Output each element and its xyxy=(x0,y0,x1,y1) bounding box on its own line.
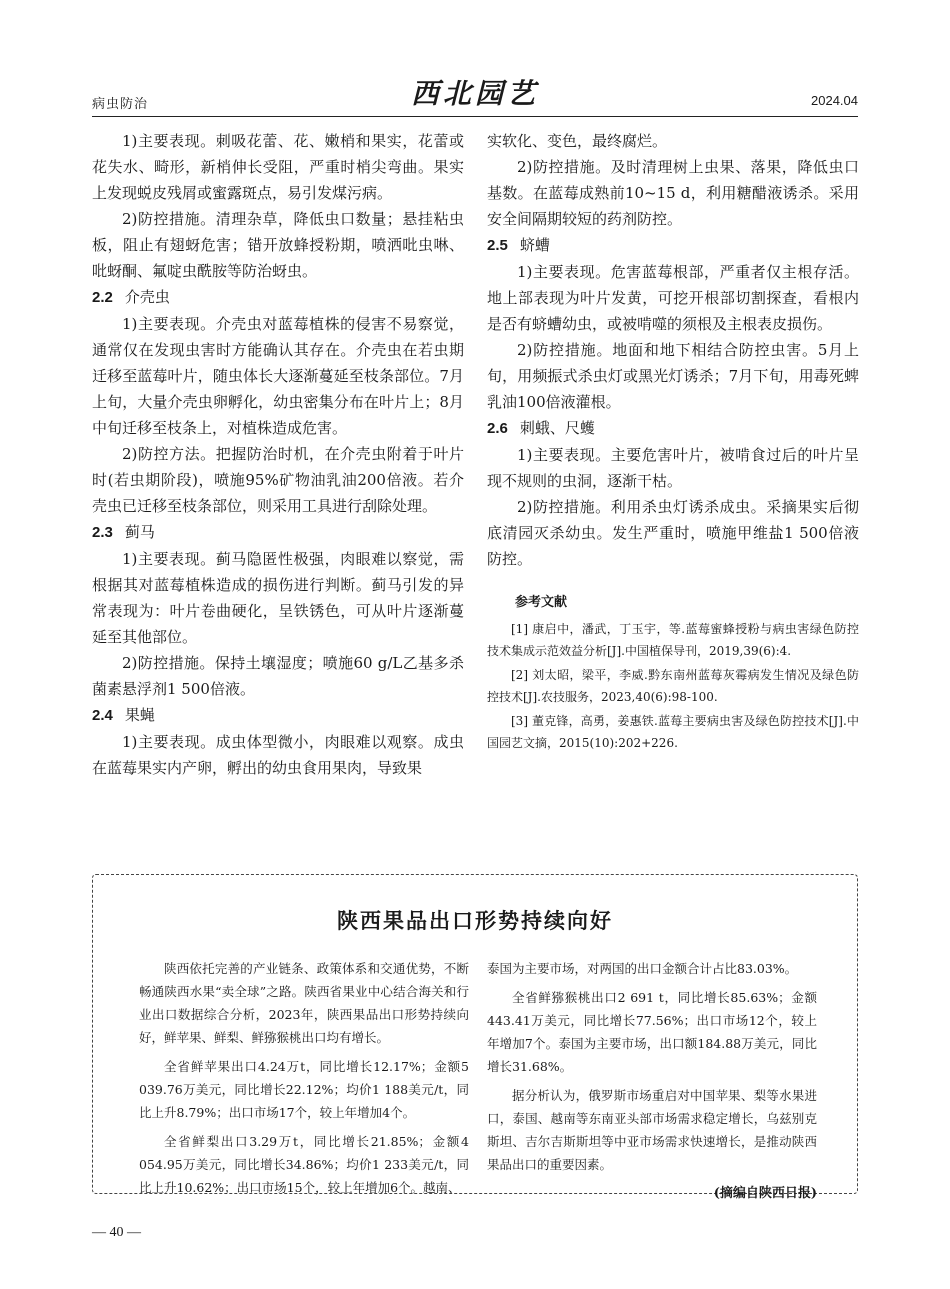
paragraph: 1)主要表现。主要危害叶片，被啃食过后的叶片呈现不规则的虫洞，逐渐干枯。 xyxy=(487,446,859,490)
paragraph: 1)主要表现。介壳虫对蓝莓植株的侵害不易察觉，通常仅在发现虫害时方能确认其存在。介壳虫在若虫期迁移至蓝莓叶片，随虫体长大逐渐蔓延至枝条部位。7月上旬，大量介壳虫卵孵化，幼虫密集分布在叶片上；8月中旬迁移至枝条上，对植株造成危害。 xyxy=(92,315,464,437)
section-heading-2-6: 2.6 刺蛾、尺蠖 xyxy=(487,419,595,437)
paragraph: 1)主要表现。危害蓝莓根部，严重者仅主根存活。地上部表现为叶片发黄，可挖开根部切割探查，看根内是否有蛴螬幼虫，或被啃噬的须根及主根表皮损伤。 xyxy=(487,263,859,333)
reference-item: [1] 康启中，潘武，丁玉宇，等.蓝莓蜜蜂授粉与病虫害绿色防控技术集成示范效益分析[J].中国植保导刊，2019,39(6):4. xyxy=(487,622,859,658)
section-heading-2-4: 2.4 果蝇 xyxy=(92,706,155,724)
section-label: 病虫防治 xyxy=(92,97,149,112)
reference-item: [2] 刘太昭，梁平，李威.黔东南州蓝莓灰霉病发生情况及绿色防控技术[J].农技服务，2023,40(6):98-100. xyxy=(487,668,859,704)
news-title: 陕西果品出口形势持续向好 xyxy=(337,910,613,933)
references-heading: 参考文献 xyxy=(515,595,568,610)
paragraph: 2)防控方法。把握防治时机，在介壳虫附着于叶片时(若虫期阶段)，喷施95%矿物油乳油200倍液。若介壳虫已迁移至枝条部位，则采用工具进行刮除处理。 xyxy=(92,445,464,515)
paragraph-continued: 实软化、变色，最终腐烂。 xyxy=(487,132,668,150)
paragraph: 1)主要表现。蓟马隐匿性极强，肉眼难以察觉，需根据其对蓝莓植株造成的损伤进行判断。蓟马引发的异常表现为：叶片卷曲硬化，呈铁锈色，可从叶片逐渐蔓延至其他部位。 xyxy=(92,550,464,646)
news-right-column xyxy=(487,957,817,1205)
right-column xyxy=(487,128,859,756)
page-number: — 40 — xyxy=(92,1225,141,1240)
news-paragraph: 全省鲜苹果出口4.24万t，同比增长12.17%；金额5 039.76万美元，同比增长22.12%；均价1 188美元/t，同比上升8.79%；出口市场17个，较上年增加4个。 xyxy=(139,1059,469,1120)
paragraph: 2)防控措施。利用杀虫灯诱杀成虫。采摘果实后彻底清园灭杀幼虫。发生严重时，喷施甲维盐1 500倍液防控。 xyxy=(487,498,859,568)
references xyxy=(487,592,859,754)
section-heading-2-3: 2.3 蓟马 xyxy=(92,523,155,541)
news-paragraph: 据分析认为，俄罗斯市场重启对中国苹果、梨等水果进口，泰国、越南等东南亚头部市场需求稳定增长，乌兹别克斯坦、吉尔吉斯斯坦等中亚市场需求快速增长，是推动陕西果品出口的重要因素。 xyxy=(487,1088,817,1172)
journal-title: 西北园艺 xyxy=(410,77,539,110)
left-column xyxy=(92,128,464,781)
paragraph: 1)主要表现。成虫体型微小，肉眼难以观察。成虫在蓝莓果实内产卵，孵出的幼虫食用果肉，导致果 xyxy=(92,733,464,777)
section-heading-2-5: 2.5 蛴螬 xyxy=(487,236,550,254)
news-paragraph: 陕西依托完善的产业链条、政策体系和交通优势，不断畅通陕西水果“卖全球”之路。陕西省果业中心结合海关和行业出口数据综合分析，2023年，陕西果品出口形势持续向好，鲜苹果、鲜梨、鲜猕猴桃出口均有增长。 xyxy=(139,961,469,1045)
news-box xyxy=(92,874,858,1201)
paragraph: 2)防控措施。保持土壤湿度；喷施60 g/L乙基多杀菌素悬浮剂1 500倍液。 xyxy=(92,654,464,698)
issue-date: 2024.04 xyxy=(811,93,858,108)
paragraph: 2)防控措施。清理杂草，降低虫口数量；悬挂粘虫板，阻止有翅蚜危害；错开放蜂授粉期，喷洒吡虫啉、吡蚜酮、氟啶虫酰胺等防治蚜虫。 xyxy=(92,210,464,280)
section-heading-2-2: 2.2 介壳虫 xyxy=(92,288,170,306)
news-paragraph-continued: 泰国为主要市场，对两国的出口金额合计占比83.03%。 xyxy=(487,961,798,976)
paragraph: 1)主要表现。刺吸花蕾、花、嫩梢和果实，花蕾或花失水、畸形，新梢伸长受阻，严重时梢尖弯曲。果实上发现蜕皮残屑或蜜露斑点，易引发煤污病。 xyxy=(92,132,464,202)
news-left-column xyxy=(139,957,469,1205)
paragraph: 2)防控措施。及时清理树上虫果、落果，降低虫口基数。在蓝莓成熟前10~15 d，利用糖醋液诱杀。采用安全间隔期较短的药剂防控。 xyxy=(487,158,859,228)
reference-item: [3] 董克锋，高勇，姜惠铁.蓝莓主要病虫害及绿色防控技术[J].中国园艺文摘，2015(10):202+226. xyxy=(487,714,859,750)
news-paragraph: 全省鲜梨出口3.29万t，同比增长21.85%；金额4 054.95万美元，同比增长34.86%；均价1 233美元/t，同比上升10.62%；出口市场15个，较上年增加6个。越南、 xyxy=(139,1134,469,1195)
news-paragraph: 全省鲜猕猴桃出口2 691 t，同比增长85.63%；金额443.41万美元，同比增长77.56%；出口市场12个，较上年增加7个。泰国为主要市场，出口额184.88万美元，同比增长31.68%。 xyxy=(487,990,817,1074)
paragraph: 2)防控措施。地面和地下相结合防控虫害。5月上旬，用频振式杀虫灯或黑光灯诱杀；7月下旬，用毒死蜱乳油100倍液灌根。 xyxy=(487,341,859,411)
header-rule xyxy=(92,116,858,117)
news-source: (摘编自陕西日报) xyxy=(713,1186,817,1201)
